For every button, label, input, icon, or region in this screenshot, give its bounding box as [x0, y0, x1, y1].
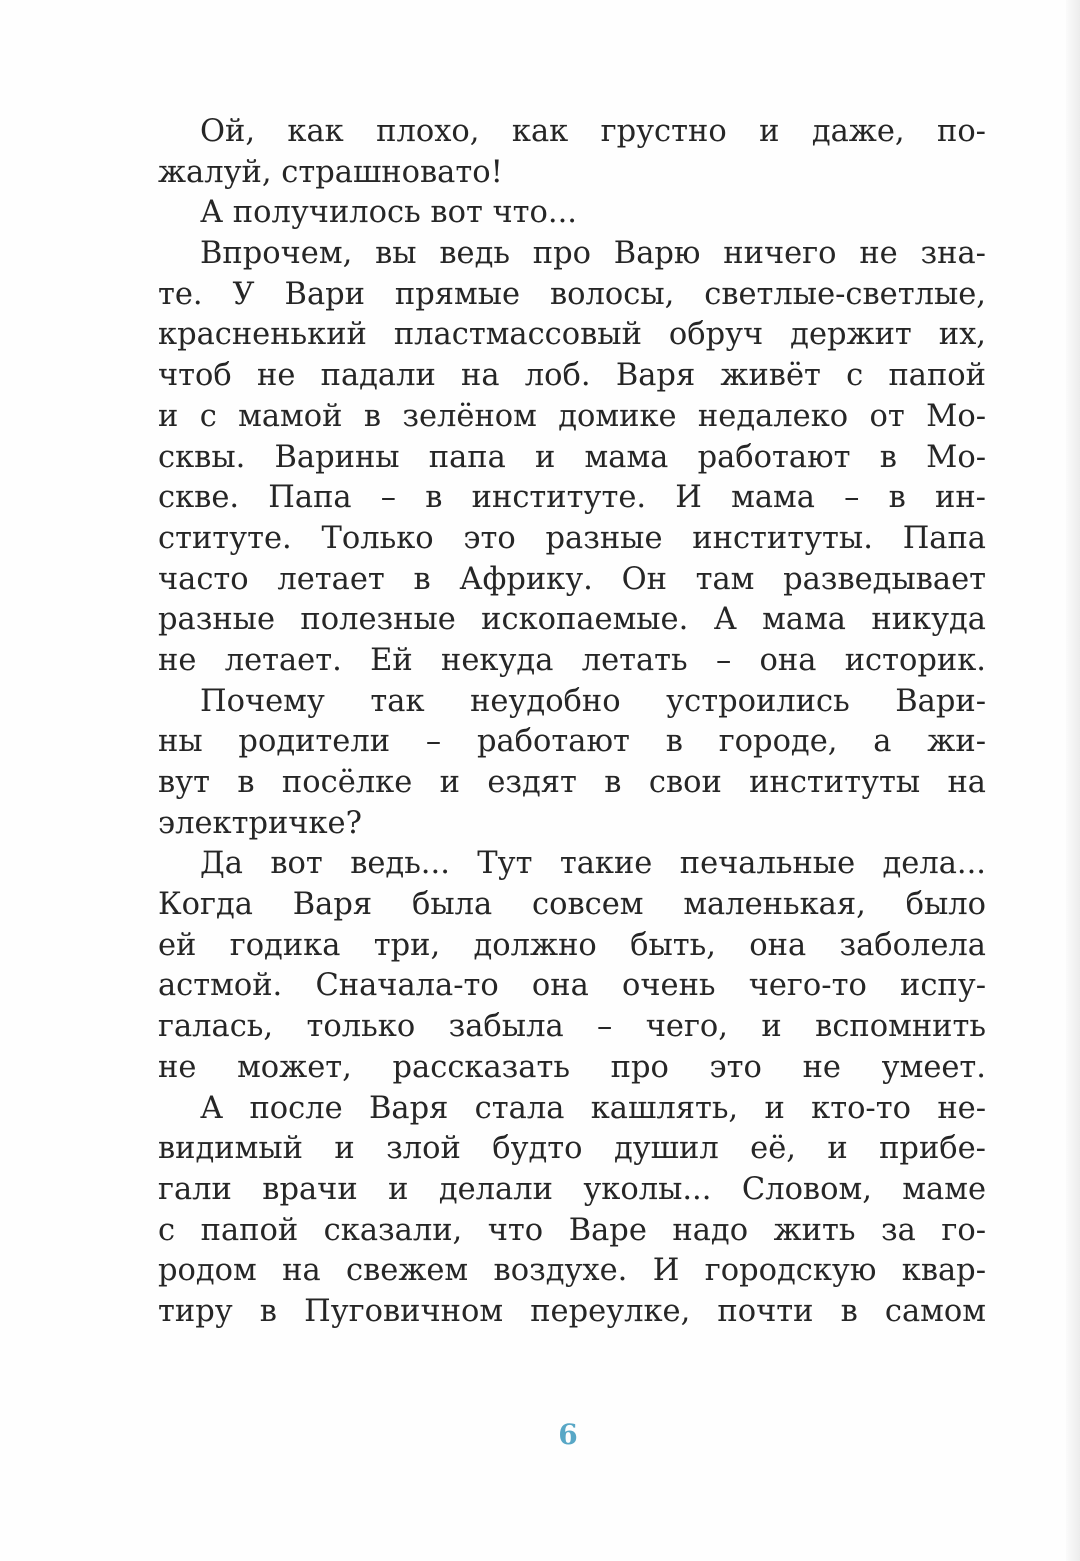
text-line: Почему так неудобно устроились Вари-	[200, 683, 986, 719]
text-line: жалуй, страшновато!	[158, 154, 503, 190]
text-line: Впрочем, вы ведь про Варю ничего не зна-	[200, 236, 986, 272]
text-line: тиру в Пуговичном переулке, почти в самом	[158, 1293, 986, 1329]
text-line: часто летает в Африку. Он там разведывает	[158, 561, 986, 597]
text-line: А получилось вот что...	[200, 195, 578, 231]
text-line: не может, рассказать про это не умеет.	[158, 1049, 986, 1085]
text-line: ституте. Только это разные институты. Папа	[158, 520, 986, 556]
text-line: и с мамой в зелёном домике недалеко от Мо-	[158, 398, 986, 434]
text-line: ей годика три, должно быть, она заболела	[158, 927, 986, 963]
text-line: галась, только забыла – чего, и вспомнить	[158, 1009, 986, 1045]
text-line: те. У Вари прямые волосы, светлые-светлые,	[158, 276, 986, 312]
text-line: ны родители – работают в городе, а жи-	[158, 724, 986, 760]
text-line: родом на свежем воздухе. И городскую квар-	[158, 1253, 986, 1289]
text-line: гали врачи и делали уколы... Словом, маме	[158, 1171, 986, 1207]
text-line: Да вот ведь... Тут такие печальные дела...	[200, 846, 986, 882]
text-line: скве. Папа – в институте. И мама – в ин-	[158, 480, 986, 516]
text-line: чтоб не падали на лоб. Варя живёт с папой	[158, 358, 986, 394]
text-line: А после Варя стала кашлять, и кто-то не-	[200, 1090, 986, 1126]
text-line: сквы. Варины папа и мама работают в Мо-	[158, 439, 986, 475]
text-line: Когда Варя была совсем маленькая, было	[158, 887, 986, 923]
page-edge-shadow	[1066, 0, 1080, 1561]
text-line: вут в посёлке и ездят в свои институты на	[158, 765, 986, 800]
text-line: Ой, как плохо, как грустно и даже, по-	[200, 114, 986, 149]
text-line: астмой. Сначала-то она очень чего-то испу-	[158, 968, 986, 1004]
text-line: разные полезные ископаемые. А мама никуда	[158, 602, 986, 638]
text-line: электричке?	[158, 805, 362, 841]
text-line: красненький пластмассовый обруч держит их,	[158, 317, 986, 353]
body-text	[158, 112, 986, 1333]
text-line: видимый и злой будто душил её, и прибе-	[158, 1131, 986, 1167]
text-line: не летает. Ей некуда летать – она историк.	[158, 642, 986, 678]
text-line: с папой сказали, что Варе надо жить за го-	[158, 1212, 986, 1248]
page-number: 6	[558, 1418, 578, 1451]
